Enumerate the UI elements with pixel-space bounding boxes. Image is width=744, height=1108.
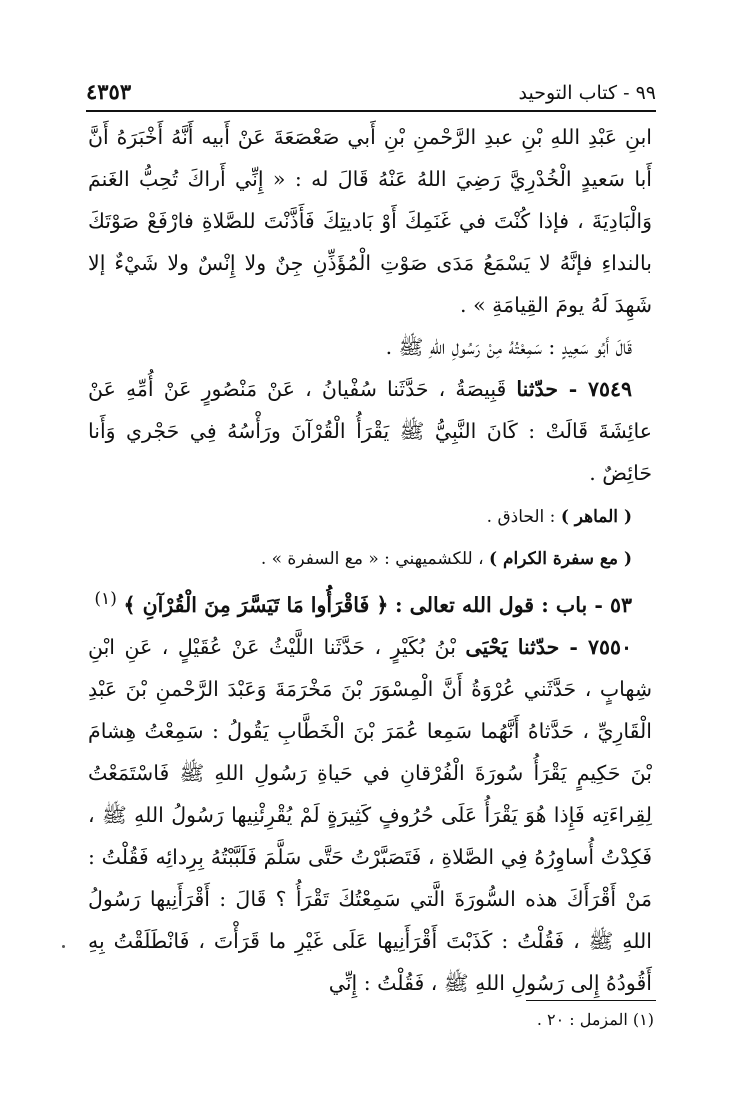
hadith-text: قَبِيصَةُ ، حَدَّثَنا سُفْيانُ ، عَنْ مَنْصُورٍ عَنْ أُمِّهِ عَنْ عائِشَةَ قَالَتْ : كَانَ النَّبِيُّ ﷺ يَقْرَأُ الْقُرْآنَ ورَأْسُهُ فِي حَجْري وَأَنا حَائِضٌ . [88, 377, 652, 485]
note-text: ، للكشميهني : « مع السفرة » . [260, 549, 484, 569]
note-term: ( مع سفرة الكرام ) [489, 549, 632, 569]
quran-verse: ﴿ فَاقْرَأُوا مَا تَيَسَّرَ مِنَ الْقُرْآنِ ﴾ [123, 592, 389, 617]
hadith-7550 [88, 626, 652, 1004]
chapter-title: ٩٩ - كتاب التوحيد [518, 82, 656, 104]
footnote-divider [526, 1000, 656, 1001]
hadith-number: ٧٥٤٩ - حدّثنا [516, 377, 632, 401]
chapter-heading [88, 578, 652, 626]
note-term: ( الماهر ) [560, 507, 632, 527]
footnote-marker: (١) [94, 589, 117, 609]
hadith-7549 [88, 368, 652, 494]
scan-speck [62, 945, 65, 948]
note-maher [88, 498, 652, 536]
footnote: (١) المزمل : ٢٠ . [536, 1010, 654, 1029]
main-text [88, 116, 652, 1004]
note-safara [88, 540, 652, 578]
chapter-label: ٥٣ - باب : قول الله تعالى : [394, 592, 632, 617]
paragraph-1: ابنِ عَبْدِ اللهِ بْنِ عبدِ الرَّحْمنِ بْنِ أَبي صَعْصَعَةَ عَنْ أَبيه أَنَّهُ أَخْبَرَهُ أَنَّ أَبا سَعيدٍ الْخُدْرِيَّ رَضِيَ اللهُ عَنْهُ قَالَ له : « إِنِّي أَراكَ تُحِبُّ الغَنمَ وَالْبَادِيَةَ ، فإذا كُنْتَ في غَنَمِكَ أَوْ بَاديتِكَ فَأَذَّنْتَ للصَّلاةِ فارْفَعْ صَوْتَكَ بالنداءِ فإنَّهُ لا يَسْمَعُ مَدَى صَوْتِ الْمُؤَذِّنِ جِنٌ ولا إِنْسٌ ولا شَيْءٌ إلا شَهِدَ لَهُ يومَ القِيامَةِ » . [88, 125, 652, 317]
header-divider [86, 110, 656, 112]
note-text: : الحاذق . [486, 507, 556, 527]
page-number: ٤٣٥٣ [86, 79, 132, 104]
hadith-text: بْنُ بُكَيْرٍ ، حَدَّثَنا اللَّيْثُ عَنْ عُقَيْلٍ ، عَنِ ابْنِ شِهابٍ ، حَدَّثَني عُرْوَةُ أَنَّ الْمِسْوَرَ بْنَ مَخْرَمَةَ وَعَبْدَ الرَّحْمنِ بْنَ عَبْدِ الْقَارِيِّ ، حَدَّثاهُ أَنَّهُما سَمِعا عُمَرَ بْنَ الْخَطَّابِ يَقُولُ : سَمِعْتُ هِشامَ بْنَ حَكِيمٍ يَقْرَأُ سُورَةَ الْفُرْقانِ في حَياةِ رَسُولِ اللهِ ﷺ فَاسْتَمَعْتُ لِقِراءَتِه فَإِذا هُوَ يَقْرَأُ عَلَى حُرُوفٍ كَثِيرَةٍ لَمْ يُقْرِئْنِيها رَسُولُ اللهِ ﷺ ، فَكِدْتُ أُساوِرُهُ فِي الصَّلاةِ ، فَتَصَبَّرْتُ حَتَّى سَلَّمَ فَلَبَّبْتُهُ بِرِدائِه فَقُلْتُ : مَنْ أَقْرَأَكَ هذه السُّورَةَ الَّتي سَمِعْتُكَ تَقْرَأُ ؟ قَالَ : أَقْرَأَنِيها رَسُولُ اللهِ ﷺ ، فَقُلْتُ : كَذَبْتَ أَقْرَأَنِيها عَلَى غَيْرِ ما قَرَأْتَ ، فَانْطَلَقْتُ بِهِ أَقُودُهُ إِلى رَسُولِ اللهِ ﷺ ، فَقُلْتُ : إِنِّي [88, 634, 652, 995]
paragraph-2: قَالَ أَبُو سَعِيدٍ : سَمِعْتُهُ مِنْ رَسُولِ اللهِ ﷺ . [385, 335, 632, 359]
page-header [86, 70, 656, 104]
hadith-number: ٧٥٥٠ - حدّثنا يَحْيَى [465, 634, 632, 659]
